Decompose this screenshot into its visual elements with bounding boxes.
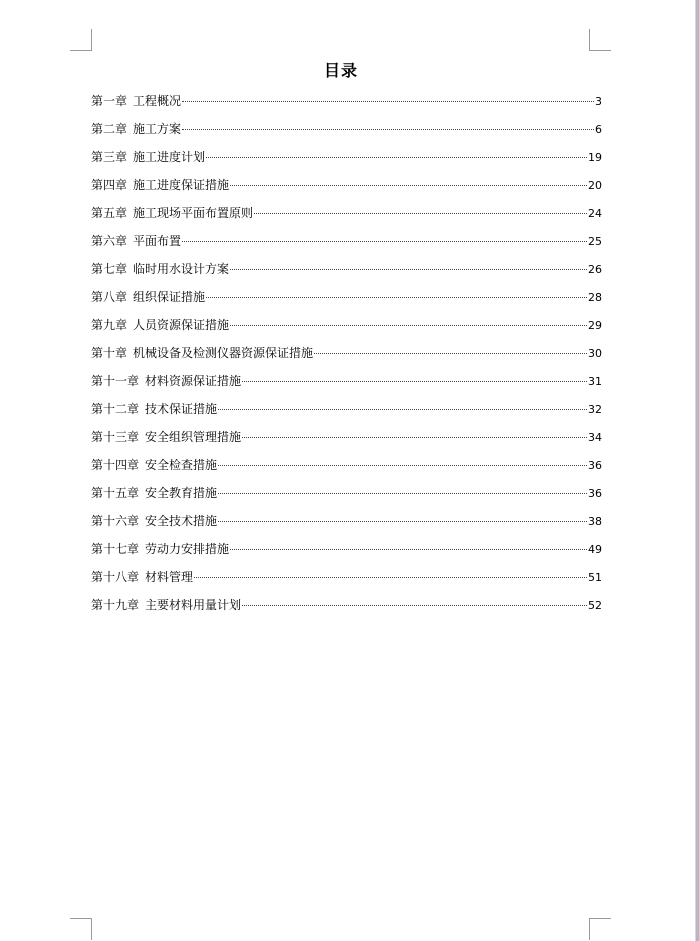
toc-page-number: 51 [588,571,602,584]
toc-entry[interactable] [91,373,602,401]
toc-entry[interactable] [91,485,602,513]
toc-entry[interactable] [91,345,602,373]
toc-leader [314,353,587,354]
toc-page-number: 32 [588,403,602,416]
toc-entry[interactable] [91,317,602,345]
toc-entry[interactable] [91,261,602,289]
toc-chapter: 第十章 [91,346,128,360]
toc-entry[interactable] [91,93,602,121]
toc-entry[interactable] [91,429,602,457]
toc-page-number: 36 [588,487,602,500]
toc-page-number: 36 [588,459,602,472]
toc-leader [218,493,587,494]
margin-corner-bottom-left [70,918,92,940]
toc-title: 组织保证措施 [133,290,206,304]
toc-chapter: 第一章 [91,94,128,108]
toc-entry[interactable] [91,513,602,541]
toc-chapter: 第十三章 [91,430,140,444]
toc-leader [242,437,587,438]
toc-entry[interactable] [91,597,602,625]
toc-page-number: 30 [588,347,602,360]
toc-leader [218,409,587,410]
toc-leader [242,381,587,382]
toc-page-number: 28 [588,291,602,304]
toc-title: 施工方案 [133,122,182,136]
toc-page-number: 38 [588,515,602,528]
toc-page-number: 25 [588,235,602,248]
toc-entry[interactable] [91,177,602,205]
toc-chapter: 第三章 [91,150,128,164]
toc-title: 施工现场平面布置原则 [133,206,254,220]
toc-chapter: 第七章 [91,262,128,276]
toc-title: 平面布置 [133,234,182,248]
toc-leader [230,185,587,186]
toc-chapter: 第四章 [91,178,128,192]
toc-chapter: 第十一章 [91,374,140,388]
toc-title: 安全教育措施 [145,486,218,500]
toc-title: 劳动力安排措施 [145,542,230,556]
toc-leader [182,101,594,102]
toc-chapter: 第十四章 [91,458,140,472]
toc-title: 施工进度计划 [133,150,206,164]
toc-leader [230,269,587,270]
toc-title: 材料管理 [145,570,194,584]
toc-leader [218,465,587,466]
toc-leader [206,157,587,158]
toc-title: 安全技术措施 [145,514,218,528]
toc-page-number: 34 [588,431,602,444]
toc-chapter: 第九章 [91,318,128,332]
toc-title: 机械设备及检测仪器资源保证措施 [133,346,314,360]
toc-chapter: 第十九章 [91,598,140,612]
toc-chapter: 第六章 [91,234,128,248]
toc-chapter: 第十五章 [91,486,140,500]
toc-title: 人员资源保证措施 [133,318,230,332]
toc-entry[interactable] [91,121,602,149]
toc-chapter: 第二章 [91,122,128,136]
toc-leader [182,241,587,242]
toc-leader [218,521,587,522]
toc-leader [230,325,587,326]
toc-title: 材料资源保证措施 [145,374,242,388]
toc-page-number: 31 [588,375,602,388]
toc-title: 工程概况 [133,94,182,108]
toc-title: 安全检查措施 [145,458,218,472]
margin-corner-bottom-right [589,918,611,940]
toc-chapter: 第五章 [91,206,128,220]
toc-page-number: 52 [588,599,602,612]
toc-page-number: 6 [595,123,602,136]
toc-leader [206,297,587,298]
toc-title: 施工进度保证措施 [133,178,230,192]
toc-page-number: 20 [588,179,602,192]
toc-page-number: 3 [595,95,602,108]
toc-page-number: 19 [588,151,602,164]
toc-entry[interactable] [91,401,602,429]
toc-title: 安全组织管理措施 [145,430,242,444]
toc-entry[interactable] [91,289,602,317]
margin-corner-top-right [589,29,611,51]
toc-leader [182,129,594,130]
toc-chapter: 第十二章 [91,402,140,416]
page-title: 目录 [323,61,358,80]
toc-title: 临时用水设计方案 [133,262,230,276]
toc-chapter: 第十七章 [91,542,140,556]
toc-entry[interactable] [91,457,602,485]
table-of-contents [91,93,602,625]
toc-leader [254,213,587,214]
toc-leader [230,549,587,550]
page-edge [695,0,699,941]
toc-entry[interactable] [91,205,602,233]
toc-title: 主要材料用量计划 [145,598,242,612]
toc-entry[interactable] [91,569,602,597]
toc-entry[interactable] [91,233,602,261]
toc-page-number: 24 [588,207,602,220]
toc-chapter: 第十八章 [91,570,140,584]
toc-chapter: 第十六章 [91,514,140,528]
toc-leader [242,605,587,606]
toc-page-number: 29 [588,319,602,332]
toc-chapter: 第八章 [91,290,128,304]
toc-entry[interactable] [91,541,602,569]
margin-corner-top-left [70,29,92,51]
toc-leader [194,577,587,578]
toc-page-number: 26 [588,263,602,276]
toc-page-number: 49 [588,543,602,556]
toc-title: 技术保证措施 [145,402,218,416]
toc-entry[interactable] [91,149,602,177]
